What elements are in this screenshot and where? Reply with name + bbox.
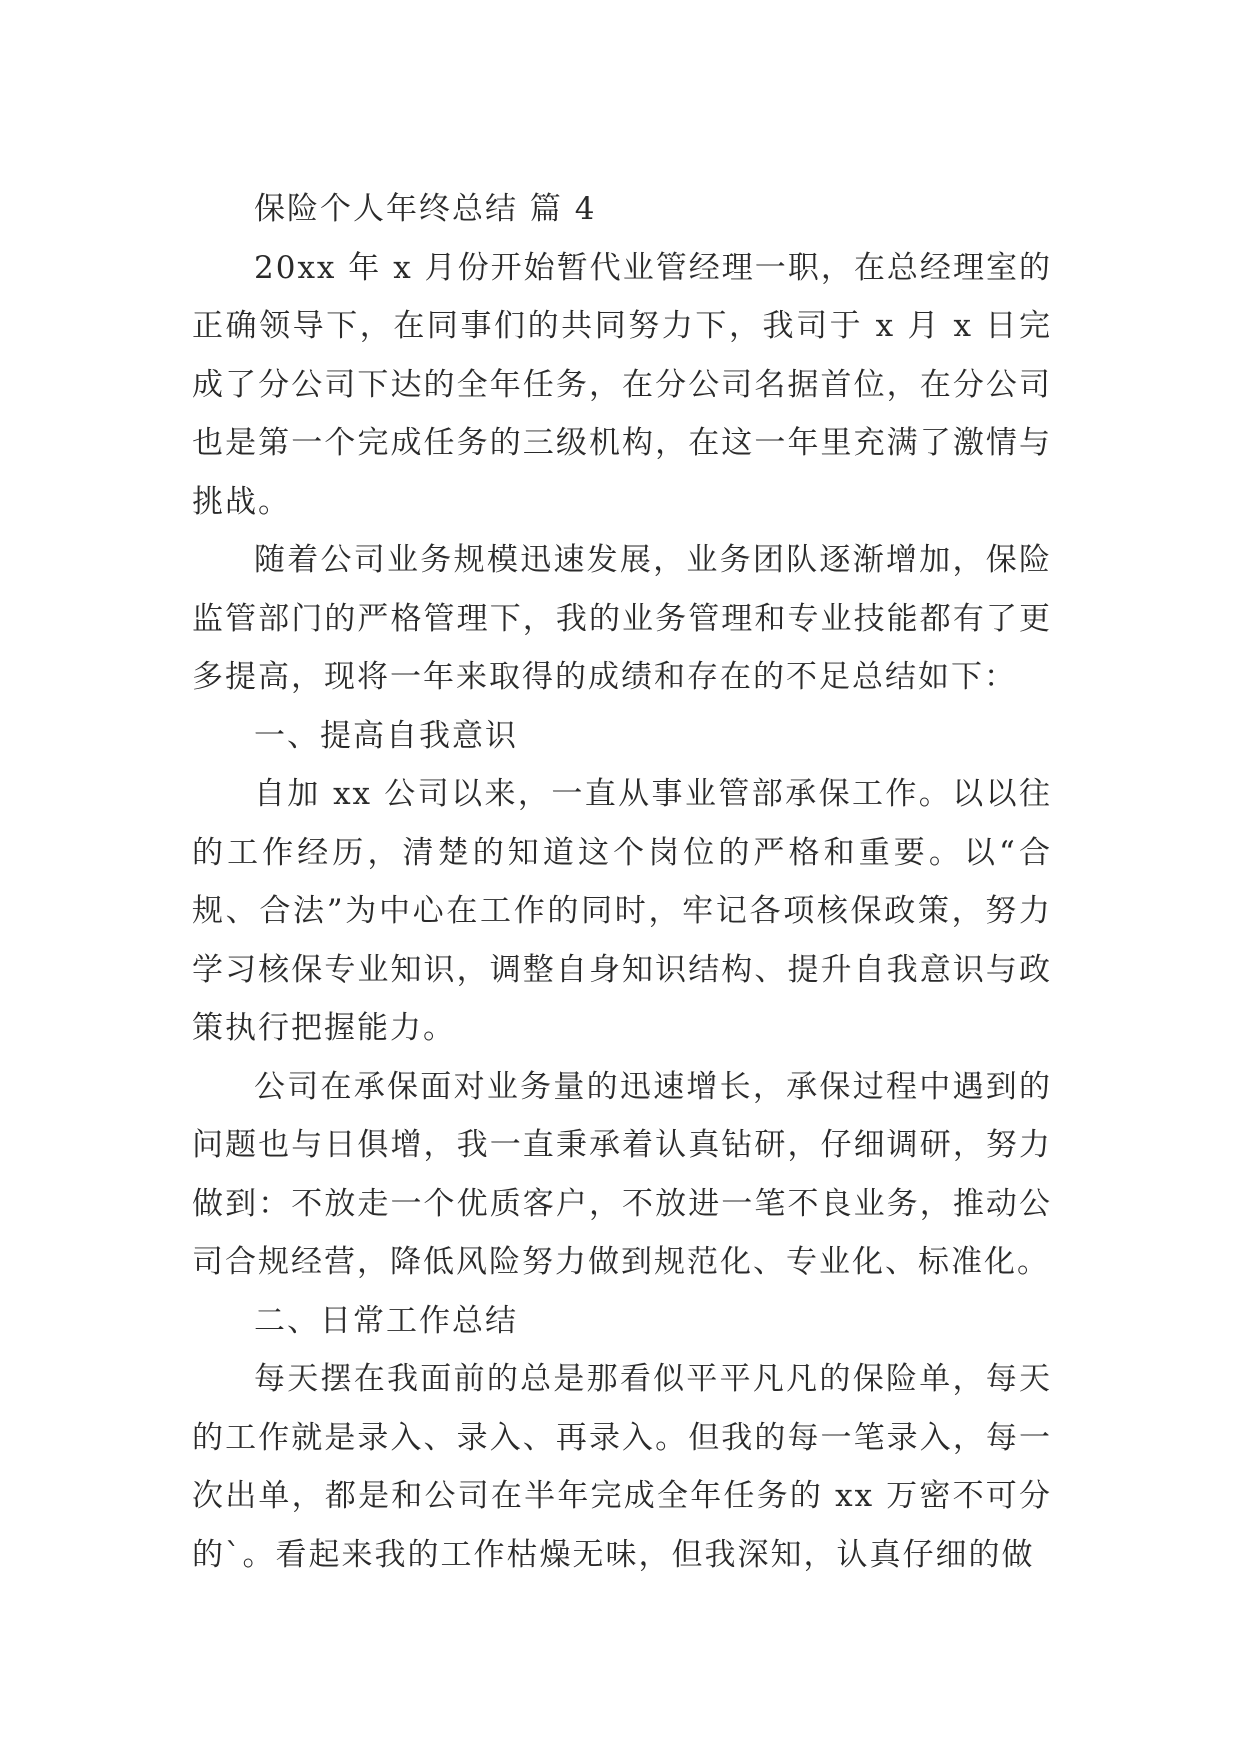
paragraph-intro: 20xx 年 x 月份开始暂代业管经理一职，在总经理室的正确领导下，在同事们的共同努力下，我司于 x 月 x 日完成了分公司下达的全年任务，在分公司名据首位，在分公司也是第一个完成任务的三级机构，在这一年里充满了激情与挑战。 (192, 249, 1052, 520)
document-title: 保险个人年终总结 篇 4 (254, 191, 597, 227)
section-heading-1: 一、提高自我意识 (254, 717, 518, 754)
paragraph-underwriting: 公司在承保面对业务量的迅速增长，承保过程中遇到的问题也与日俱增，我一直秉承着认真钻研，仔细调研，努力做到：不放走一个优质客户，不放进一笔不良业务，推动公司合规经营，降低风险努力做到规范化、专业化、标准化。 (192, 1068, 1052, 1280)
paragraph-self-awareness: 自加 xx 公司以来，一直从事业管部承保工作。以以往的工作经历，清楚的知道这个岗位的严格和重要。以“合规、合法”为中心在工作的同时，牢记各项核保政策，努力学习核保专业知识，调整自身知识结构、提升自我意识与政策执行把握能力。 (192, 776, 1052, 1046)
document-body (192, 180, 1052, 1584)
section-heading-2: 二、日常工作总结 (254, 1302, 518, 1339)
paragraph-development: 随着公司业务规模迅速发展，业务团队逐渐增加，保险监管部门的严格管理下，我的业务管理和专业技能都有了更多提高，现将一年来取得的成绩和存在的不足总结如下： (192, 542, 1052, 695)
paragraph-daily-work: 每天摆在我面前的总是那看似平平凡凡的保险单，每天的工作就是录入、录入、再录入。但我的每一笔录入，每一次出单，都是和公司在半年完成全年任务的 xx 万密不可分的`。看起来我的工作枯燥无味，但我深知，认真仔细的做 (192, 1361, 1052, 1573)
